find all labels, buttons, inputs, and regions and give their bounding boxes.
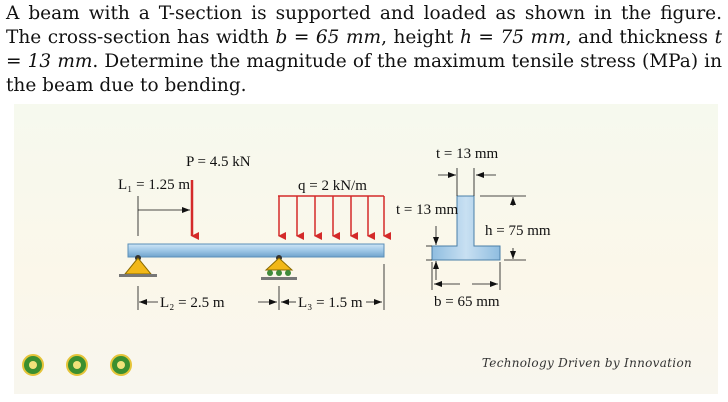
point-load: [186, 154, 251, 236]
l3-label: L₃ = 1.5 m: [298, 295, 363, 311]
distributed-load: [278, 178, 384, 236]
t-top-label: t = 13 mm: [436, 146, 499, 162]
b-label: b = 65 mm: [434, 294, 500, 310]
problem-text-3: , and thickness: [565, 27, 715, 48]
h-label: h = 75 mm: [485, 223, 551, 239]
logo-icon: [22, 354, 44, 376]
slogan: Technology Driven by Innovation: [481, 356, 692, 370]
width-value: b = 65 mm: [275, 27, 382, 48]
height-value: h = 75 mm: [459, 27, 566, 48]
beam: [128, 244, 384, 257]
q-label: q = 2 kN/m: [298, 178, 367, 194]
thickness-value: t = 13 mm: [6, 27, 723, 72]
problem-text-1: A beam with a T-section is supported and loaded as shown in the figure. The cross-section has width: [6, 3, 722, 48]
logo-icon: [66, 354, 88, 376]
t-left-label: t = 13 mm: [396, 202, 459, 218]
institution-logos: [22, 354, 132, 376]
l2-label: L₂ = 2.5 m: [160, 295, 225, 311]
roller-support: [261, 255, 297, 280]
pin-support: [119, 255, 157, 277]
problem-text-2: , height: [381, 27, 460, 48]
logo-icon: [110, 354, 132, 376]
p-label: P = 4.5 kN: [186, 154, 251, 170]
l1-dimension: [118, 177, 190, 236]
problem-text-4: . Determine the magnitude of the maximum tensile stress (MPa) in the beam due to bending.: [6, 51, 722, 96]
l1-label: L₁ = 1.25 m: [118, 177, 191, 193]
span-dimensions: [138, 264, 384, 311]
t-cross-section: [396, 146, 551, 310]
